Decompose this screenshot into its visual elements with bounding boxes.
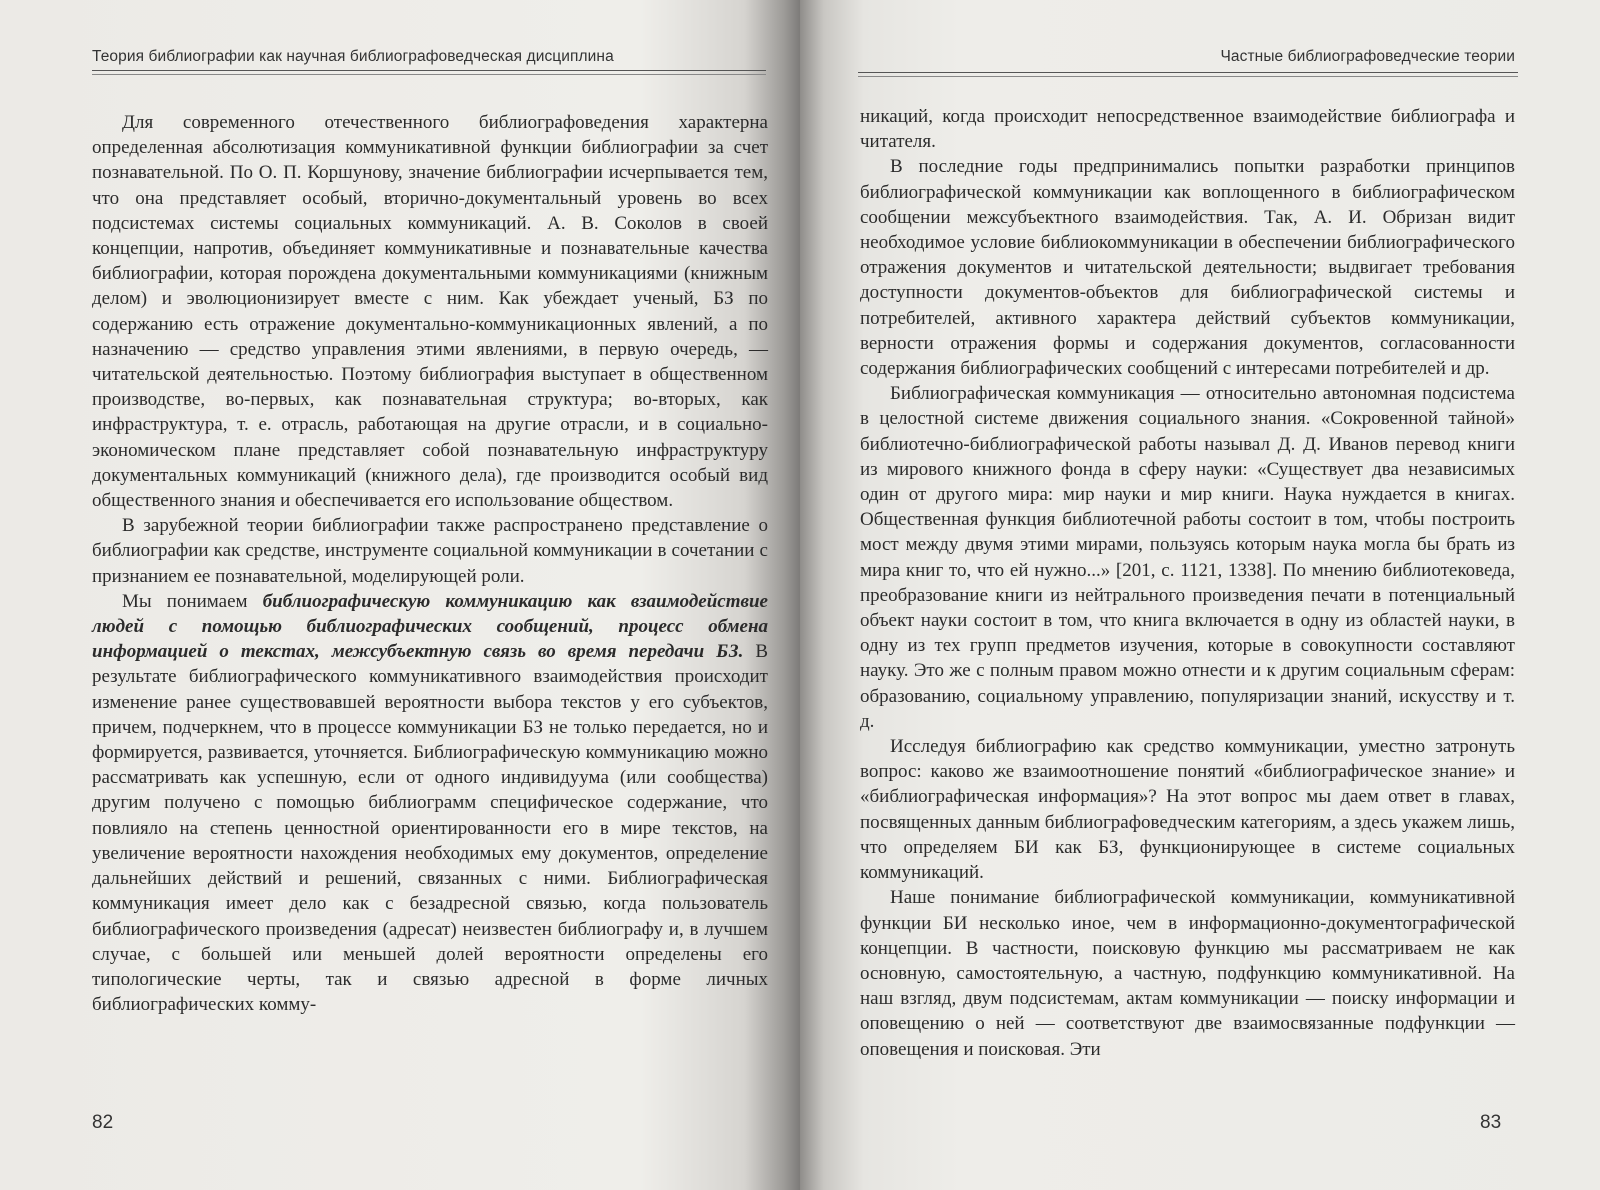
page-body [860, 104, 1515, 1062]
header-rule [92, 70, 766, 71]
paragraph-continuation: никаций, когда происходит непосредственное взаимодействие библиографа и читателя. [860, 106, 1515, 153]
page-number: 82 [92, 1112, 114, 1133]
running-head: Теория библиографии как научная библиографоведческая дисциплина [92, 48, 614, 65]
paragraph: Исследуя библиографию как средство коммуникации, уместно затронуть вопрос: каково же взаимоотношение понятий «библиографическое знание» и «библиографическая информация»? На этот вопрос мы даем ответ в главах, посвященных данным библиографоведческим категориям, а здесь укажем лишь, что определяем БИ как БЗ, функционирующее в системе социальных коммуникаций. [860, 736, 1515, 884]
definition-emphasis: библиографическую коммуникацию как взаимодействие людей с помощью библиографических сообщений, процесс обмена информацией о текстах, межсубъектную связь во время передачи БЗ. [92, 590, 768, 663]
page-number: 83 [1480, 1112, 1502, 1133]
paragraph: Наше понимание библиографической коммуникации, коммуникативной функции БИ несколько иное, чем в информационно-документографической концепции. В частности, поисковую функцию мы рассматриваем не как основную, самостоятельную, а частную, подфункцию коммуникативной. На наш взгляд, двум подсистемам, актам коммуникации — поиску информации и оповещению о ней — соответствуют две взаимосвязанные подфункции — оповещения и поисковая. Эти [860, 887, 1515, 1060]
paragraph: В зарубежной теории библиографии также распространено представление о библиографии как средстве, инструменте социальной коммуникации в сочетании с признанием ее познавательной, моделирующей роли. [92, 515, 768, 587]
right-page [800, 0, 1600, 1190]
page-body [92, 110, 768, 1017]
paragraph: Для современного отечественного библиографоведения характерна определенная абсолютизация коммуникативной функции библиографии за счет познавательной. По О. П. Коршунову, значение библиографии исчерпывается тем, что она представляет особый, вторично-документальный уровень во всех подсистемах системы социальных коммуникаций. А. В. Соколов в своей концепции, напротив, объединяет коммуникативные и познавательные качества библиографии, которая порождена документальными коммуникациями (книжным делом) и эволюционизирует вместе с ним. Как убеждает ученый, БЗ по содержанию есть отражение документально-коммуникационных явлений, а по назначению — средство управления этими явлениями, в первую очередь, — читательской деятельностью. Поэтому библиография выступает в общественном производстве, во-первых, как познавательная структура; во-вторых, как инфраструктура, т. е. отрасль, работающая на другие отрасли, и в социально-экономическом плане представляет собой познавательную инфраструктуру документальных коммуникаций (книжного дела), где производится особый вид общественного знания и обеспечивается его использование обществом. [92, 112, 768, 512]
paragraph [92, 589, 768, 1017]
paragraph: В последние годы предпринимались попытки разработки принципов библиографической коммуникации как воплощенного в библиографическом сообщении межсубъектного взаимодействия. Так, А. И. Обризан видит необходимое условие библиокоммуникации в обеспечении библиографического отражения документов и читательской деятельности; выдвигает требования доступности документов-объектов для библиографической системы и потребителей, активного характера действий субъектов коммуникации, верности отражения формы и содержания документов, согласованности содержания библиографических сообщений с интересами потребителей и др. [860, 156, 1515, 380]
header-rule-thin [858, 76, 1518, 77]
header-rule-thin [92, 74, 766, 75]
paragraph-lead: Мы понимаем [122, 590, 263, 612]
paragraph: Библиографическая коммуникация — относительно автономная подсистема в целостной системе движения социального знания. «Сокровенной тайной» библиотечно-библиографической работы называл Д. Д. Иванов перевод книги из мирового книжного фонда в сферу науки: «Существует два независимых один от другого мира: мир науки и мир книги. Наука нуждается в книгах. Общественная функция библиотечной работы состоит в том, чтобы построить мост между двумя этими мирами, пользуясь которым наука могла бы брать из мира книг то, что ей нужно...» [201, с. 1121, 1338]. По мнению библиотековеда, преобразование книги из нейтрального произведения печати в потенциальный объект науки состоит в том, что книга включается в одну из областей науки, в одну из тех групп предметов изучения, которые в совокупности составляют науку. Это же с полным правом можно отнести и к другим социальным сферам: образованию, социальному управлению, популяризации знаний, искусству и т. д. [860, 383, 1515, 732]
running-head: Частные библиографоведческие теории [1220, 48, 1515, 65]
header-rule [858, 72, 1518, 73]
paragraph-rest: В результате библиографического коммуникативного взаимодействия происходит изменение ранее существовавшей вероятности выбора текстов у его субъектов, причем, подчеркнем, что в процессе коммуникации БЗ не только передается, но и формируется, развивается, уточняется. Библиографическую коммуникацию можно рассматривать как успешную, если от одного индивидуума (или сообщества) другим получено с помощью библиограмм специфическое содержание, что повлияло на степень ценностной ориентированности его в мире текстов, на увеличение вероятности нахождения необходимых ему документов, определение дальнейших действий и решений, связанных с ними. Библиографическая коммуникация имеет дело как с безадресной связью, когда пользователь библиографического произведения (адресат) неизвестен библиографу и, в лучшем случае, с большей или меньшей долей вероятности определены его типологические черты, так и связью адресной в форме личных библиографических комму- [92, 641, 768, 1016]
